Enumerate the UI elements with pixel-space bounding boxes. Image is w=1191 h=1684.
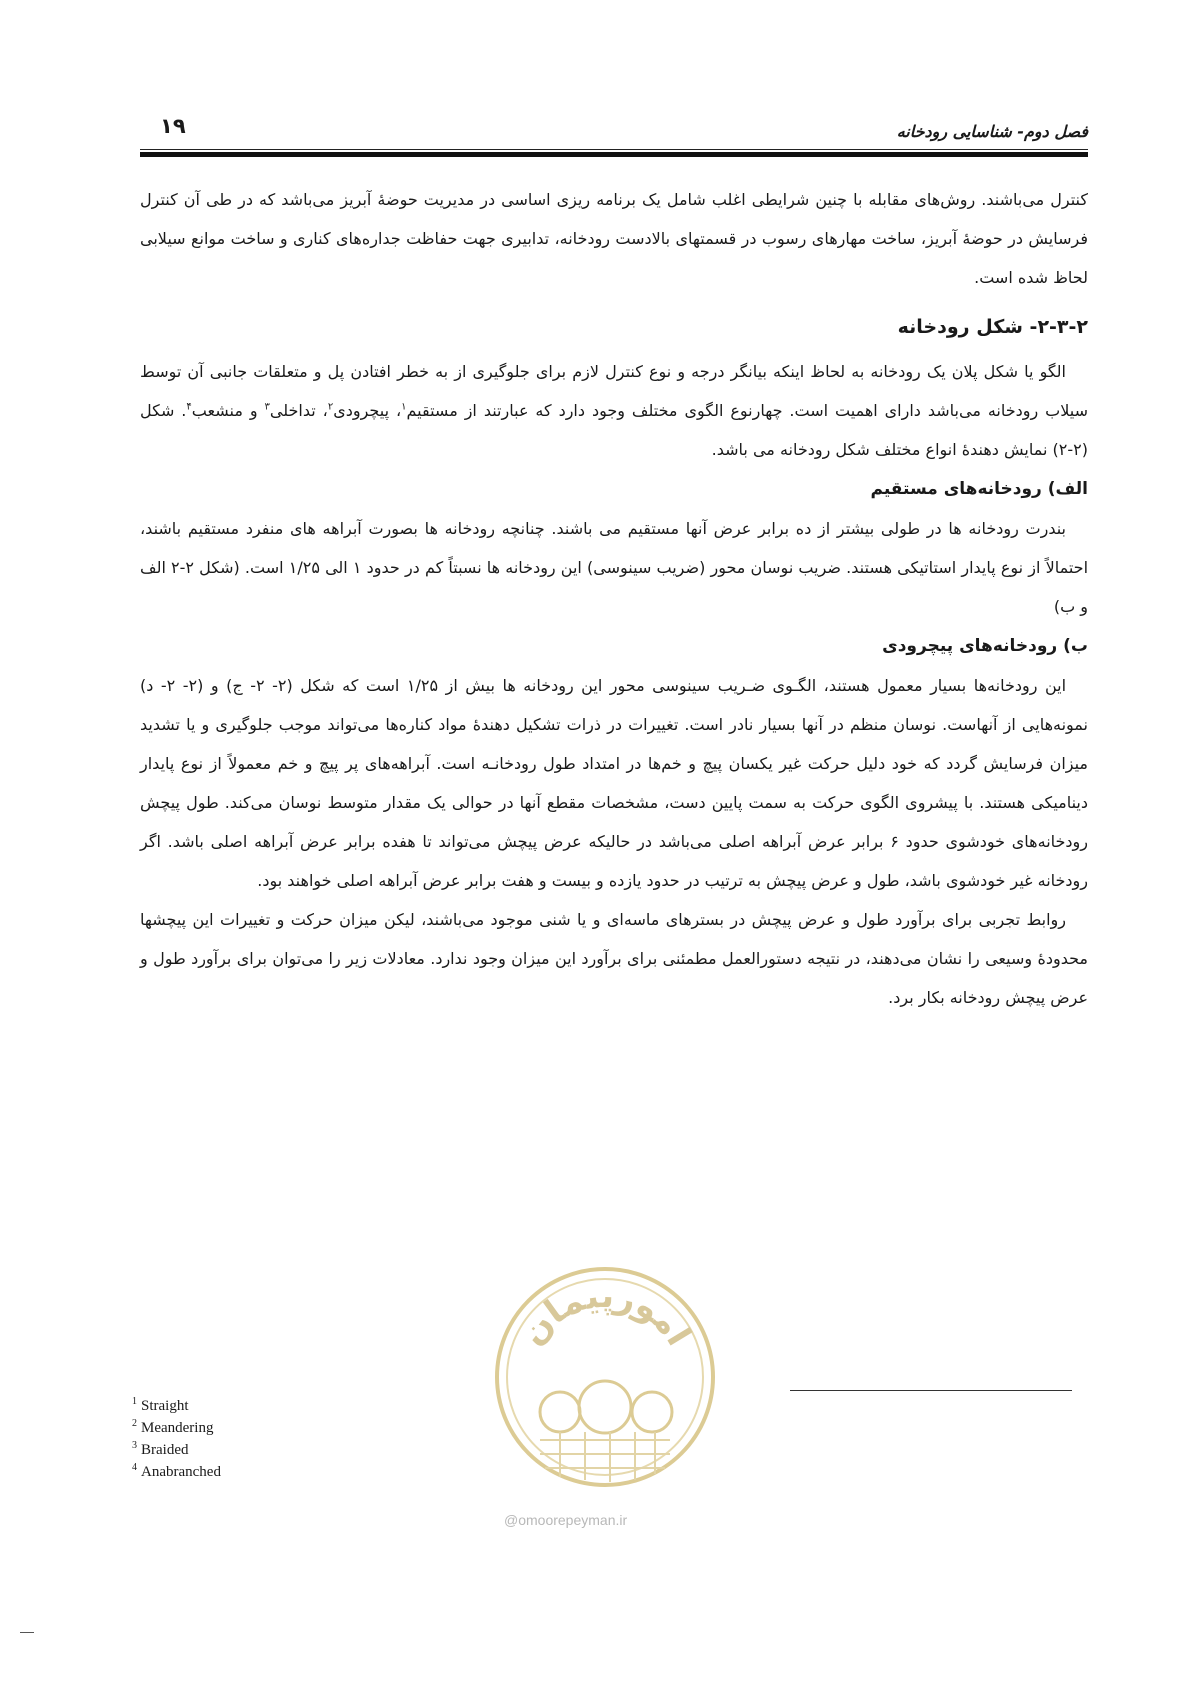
footnote-number: 3 xyxy=(132,1440,137,1451)
meandering-rivers-heading: ب) رودخانه‌های پیچرودی xyxy=(882,636,1088,656)
footnote-ref-1[interactable]: ۱ xyxy=(401,401,407,413)
footnote-text: Straight xyxy=(141,1398,189,1414)
footnote-ref-4[interactable]: ۴ xyxy=(186,401,192,413)
footnote-text: Braided xyxy=(141,1442,189,1458)
watermark-seal xyxy=(490,1262,720,1492)
text-run: الگو یا شکل پلان یک رودخانه به لحاظ اینکه بیانگر درجه و نوع کنترل لازم برای جلوگیری از به خطر افتادن پل و متعلقات جانبی آن توسط سیلاب رودخانه می‌باشد دارای اهمیت است. چهارنوع الگوی مختلف وجود دارد که عبارتند از مستقیم xyxy=(140,362,1089,420)
river-shape-paragraph xyxy=(140,352,1088,469)
watermark-url: @omoorepeyman.ir xyxy=(504,1512,628,1528)
footnote-number: 1 xyxy=(132,1396,137,1407)
page-number: ۱۹ xyxy=(160,114,186,138)
header-rule-thin xyxy=(140,149,1088,150)
straight-rivers-paragraph: بندرت رودخانه ها در طولی بیشتر از ده برابر عرض آنها مستقیم می باشند. چنانچه رودخانه ها بصورت آبراهه های منفرد مستقیم باشند، احتمالاً از نوع پایدار استاتیکی هستند. ضریب نوسان محور (ضریب سینوسی) این رودخانه ها نسبتاً کم در حدود ۱ الی ۱/۲۵ است. (شکل ۲-۲ الف و ب) xyxy=(140,519,1089,616)
watermark-seal-text: امورپیمان xyxy=(512,1275,699,1353)
straight-rivers-heading: الف) رودخانه‌های مستقیم xyxy=(870,479,1088,499)
intro-paragraph: کنترل می‌باشند. روش‌های مقابله با چنین شرایطی اغلب شامل یک برنامه ریزی اساسی در مدیریت حوضهٔ آبریز می‌باشد که در طی آن کنترل فرسایش در حوضهٔ آبریز، ساخت مهارهای رسوب در قسمتهای بالادست رودخانه، تدابیری جهت حفاظت جداره‌های کناری و ساخت موانع سیلابی لحاظ شده است. xyxy=(140,190,1088,287)
footnote-2 xyxy=(132,1417,221,1439)
footnotes xyxy=(132,1395,221,1483)
meandering-paragraph-2: روابط تجربی برای برآورد طول و عرض پیچش در بسترهای ماسه‌ای و یا شنی موجود می‌باشند، لیکن میزان حرکت و تغییرات این پیچشها محدودهٔ وسیعی را نشان می‌دهند، در نتیجه دستورالعمل مطمئنی برای برآورد این میزان وجود ندارد. معادلات زیر را می‌توان برای برآورد طول و عرض پیچش رودخانه بکار برد. xyxy=(140,910,1088,1007)
text-run: و منشعب xyxy=(191,401,265,420)
footnote-number: 2 xyxy=(132,1418,137,1429)
margin-mark xyxy=(20,1632,34,1633)
section-heading: ۲-۳-۲- شکل رودخانه xyxy=(897,316,1088,338)
meandering-paragraph-1: این رودخانه‌ها بسیار معمول هستند، الگـوی ضـریب سینوسی محور این رودخانه ها بیش از ۱/۲۵ است که شکل (۲- ۲- ج) و (۲- ۲- د) نمونه‌هایی از آنهاست. نوسان منظم در آنها بسیار نادر است. تغییرات در ذرات تشکیل دهندهٔ مواد کناره‌ها می‌تواند موجب جلوگیری و یا تشدید میزان فرسایش گردد که خود دلیل حرکت غیر یکسان پیچ و خم‌ها در امتداد طول رودخانـه است. آبراهه‌های پر پیچ و خم معمولاً از نوع پایدار دینامیکی هستند. با پیشروی الگوی حرکت به سمت پایین دست، مشخصات مقطع آنها در حوالی یک مقدار متوسط نوسان می‌کند. طول پیچش رودخانه‌های خودشوی حدود ۶ برابر عرض آبراهه اصلی می‌باشد در حالیکه عرض پیچش می‌تواند تا هفده برابر عرض آبراهه اصلی باشد. اگر رودخانه غیر خودشوی باشد، طول و عرض پیچش به ترتیب در حدود یازده و بیست و هفت برابر عرض آبراهه اصلی خواهند بود. xyxy=(140,676,1088,890)
running-header: فصل دوم- شناسایی رودخانه xyxy=(896,122,1088,141)
footnote-4 xyxy=(132,1461,221,1483)
footnote-3 xyxy=(132,1439,221,1461)
text-run: ، تداخلی xyxy=(269,401,328,420)
page-body xyxy=(140,180,1088,1017)
footnote-number: 4 xyxy=(132,1462,137,1473)
footnote-text: Anabranched xyxy=(141,1464,221,1480)
header-rule-thick xyxy=(140,152,1088,157)
footnote-text: Meandering xyxy=(141,1420,214,1436)
footnote-ref-3[interactable]: ۳ xyxy=(264,401,270,413)
footnote-rule xyxy=(790,1390,1072,1391)
text-run: ، پیچرودی xyxy=(333,401,402,420)
footnote-1 xyxy=(132,1395,221,1417)
text-run: . شکل (۲-۲) نمایش دهندهٔ انواع مختلف شکل رودخانه می باشد. xyxy=(140,401,1088,459)
footnote-ref-2[interactable]: ۲ xyxy=(327,401,334,413)
